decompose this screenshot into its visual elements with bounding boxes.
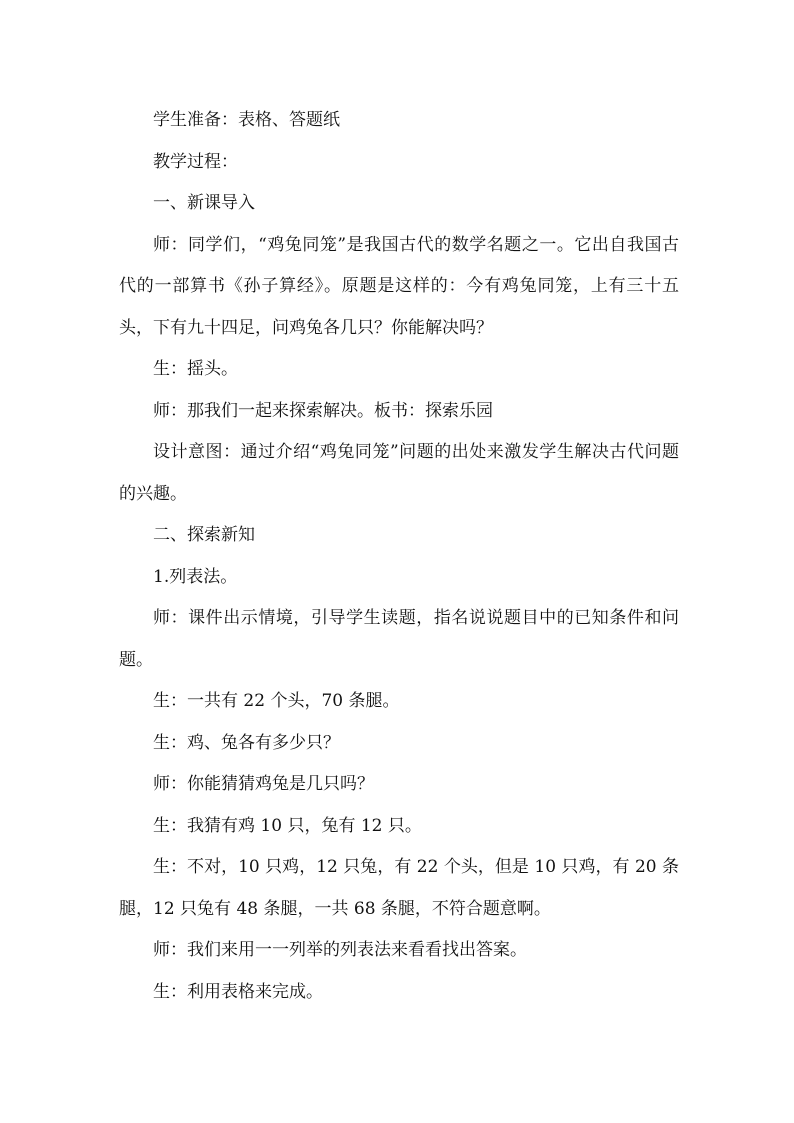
paragraph-student-prep: 学生准备：表格、答题纸 [153, 110, 340, 130]
paragraph-design-intent: 设计意图：通过介绍“鸡兔同笼”问题的出处来激发学生解决古代问题的兴趣。 [119, 442, 679, 504]
section-heading-intro: 一、新课导入 [153, 193, 255, 213]
paragraph-teacher-intro: 师：同学们，“鸡兔同笼”是我国古代的数学名题之一。它出自我国古代的一部算书《孙子算经》。原题是这样的：今有鸡兔同笼，上有三十五头，下有九十四足，问鸡兔各几只？你能解决吗？ [119, 234, 679, 338]
section-heading-explore: 二、探索新知 [153, 525, 255, 545]
paragraph-teacher-guess: 师：你能猜猜鸡兔是几只吗？ [153, 774, 374, 794]
document-body [119, 100, 679, 1013]
paragraph-student-heads-legs: 生：一共有 22 个头，70 条腿。 [153, 691, 400, 711]
paragraph-teacher-explore: 师：那我们一起来探索解决。板书：探索乐园 [153, 400, 493, 421]
paragraph-student-use-table: 生：利用表格来完成。 [153, 981, 323, 1002]
paragraph-teacher-list-method: 师：我们来用一一列举的列表法来看看找出答案。 [153, 940, 527, 960]
paragraph-student-guess: 生：我猜有鸡 10 只，兔有 12 只。 [153, 815, 422, 836]
paragraph-student-reply: 生：摇头。 [153, 359, 238, 379]
subheading-table-method: 1.列表法。 [153, 566, 238, 587]
paragraph-student-question: 生：鸡、兔各有多少只？ [153, 732, 340, 753]
paragraph-teaching-process: 教学过程： [153, 151, 238, 172]
paragraph-student-check: 生：不对，10 只鸡，12 只兔，有 22 个头，但是 10 只鸡，有 20 条腿，12 只兔有 48 条腿，一共 68 条腿，不符合题意啊。 [119, 857, 679, 919]
paragraph-teacher-situation: 师：课件出示情境，引导学生读题，指名说说题目中的已知条件和问题。 [119, 608, 679, 670]
